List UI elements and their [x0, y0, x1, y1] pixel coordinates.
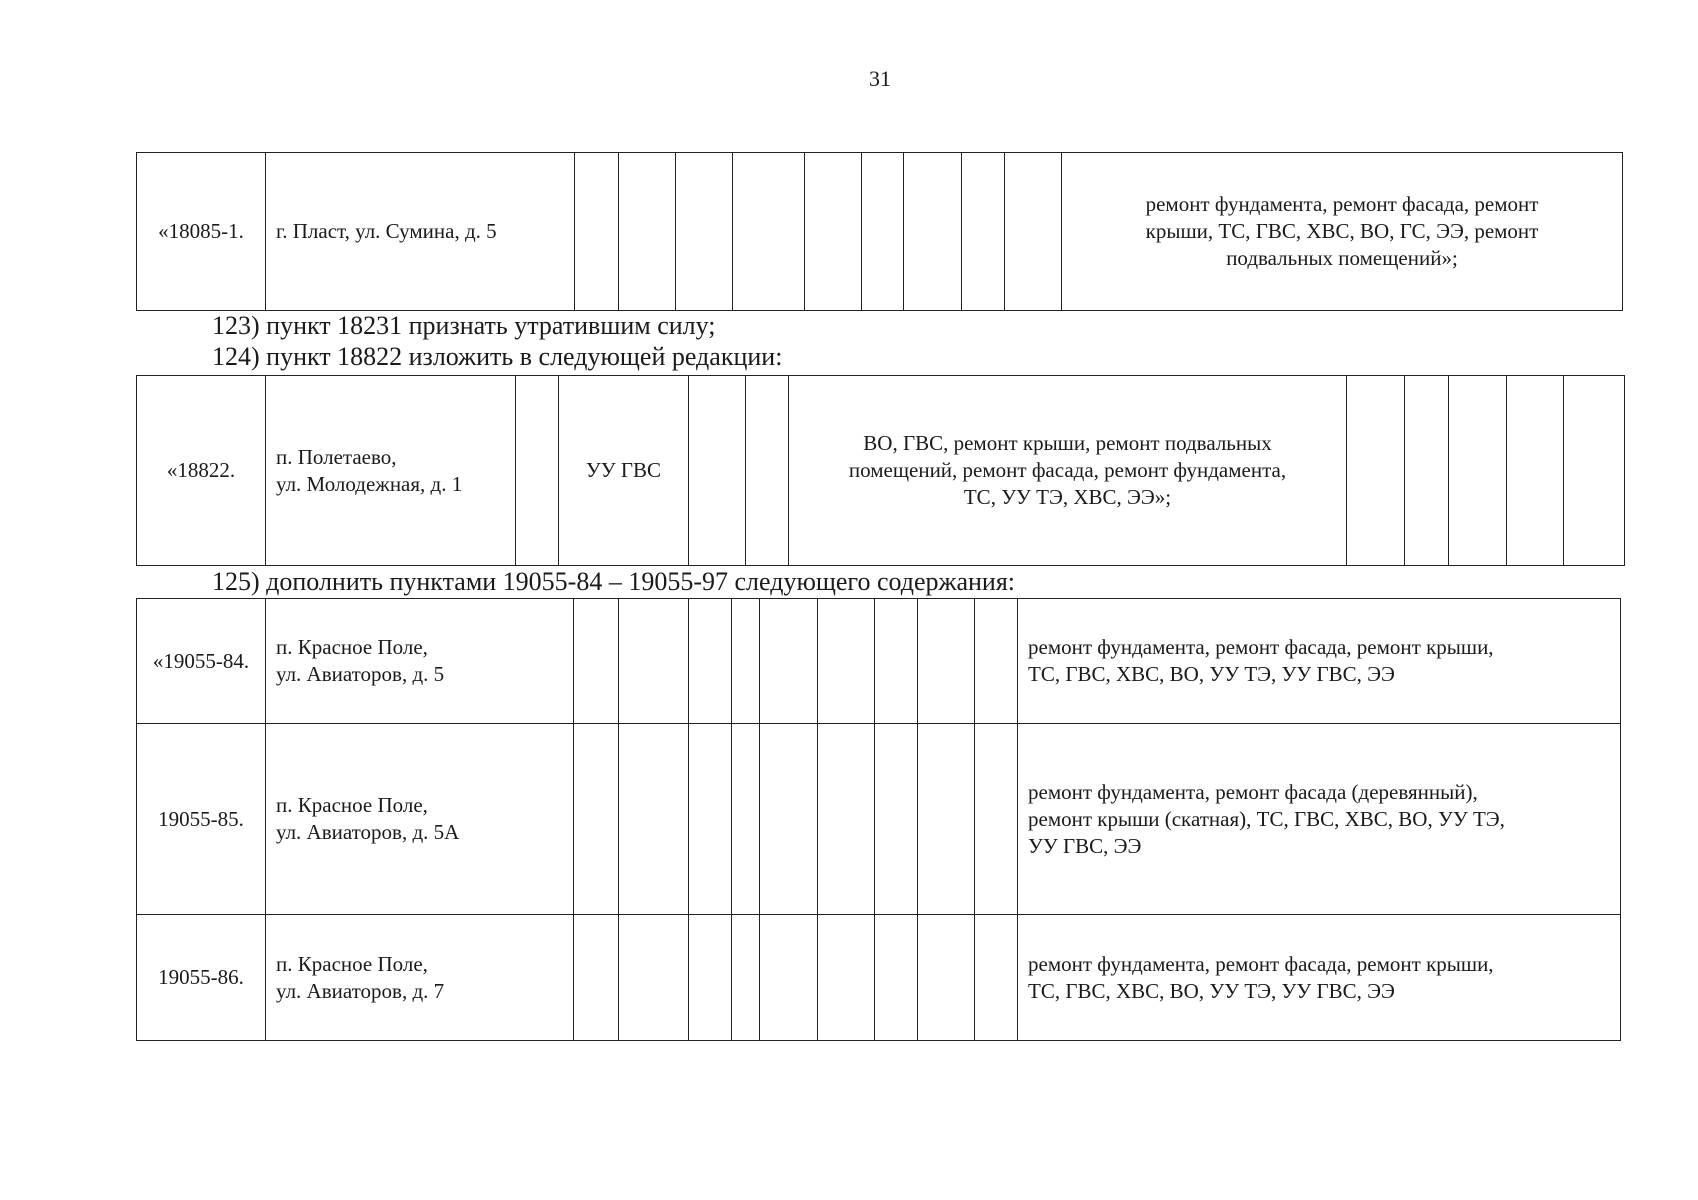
table-row: [137, 599, 1621, 724]
item-124-text: 124) пункт 18822 изложить в следующей редакции:: [212, 342, 783, 371]
empty-cell: [918, 599, 975, 724]
empty-cell: [1449, 376, 1507, 566]
works-line: крыши, ТС, ГВС, ХВС, ВО, ГС, ЭЭ, ремонт: [1145, 219, 1539, 243]
empty-cell: [962, 153, 1005, 311]
metering-cell: УУ ГВС: [559, 376, 689, 566]
empty-cell: [904, 153, 962, 311]
empty-cell: [862, 153, 904, 311]
empty-cell: [1005, 153, 1062, 311]
empty-cell: [1347, 376, 1405, 566]
works-line: подвальных помещений»;: [1226, 246, 1458, 270]
empty-cell: [574, 915, 619, 1041]
empty-cell: [516, 376, 559, 566]
empty-cell: [619, 599, 689, 724]
item-number: «18085-1.: [137, 153, 266, 311]
empty-cell: [760, 724, 818, 915]
empty-cell: [918, 915, 975, 1041]
empty-cell: [975, 599, 1018, 724]
table-item-18085-1: [136, 152, 1623, 311]
empty-cell: [1564, 376, 1625, 566]
item-number: «19055-84.: [137, 599, 266, 724]
empty-cell: [689, 599, 732, 724]
empty-cell: [1507, 376, 1564, 566]
empty-cell: [760, 599, 818, 724]
empty-cell: [918, 724, 975, 915]
address-cell: [266, 915, 574, 1041]
works-line: помещений, ремонт фасада, ремонт фундамента,: [848, 458, 1287, 482]
empty-cell: [619, 724, 689, 915]
item-number: 19055-85.: [137, 724, 266, 915]
works-line: ремонт фундамента, ремонт фасада, ремонт крыши,: [1028, 951, 1494, 976]
table-row: [137, 376, 1625, 566]
works-line: ремонт фундамента, ремонт фасада, ремонт крыши,: [1028, 635, 1494, 659]
table-row: [137, 724, 1621, 915]
table-items-19055: [136, 598, 1621, 1041]
empty-cell: [733, 153, 805, 311]
empty-cell: [732, 724, 760, 915]
works-cell: [789, 376, 1347, 566]
works-line: ТС, ГВС, ХВС, ВО, УУ ТЭ, УУ ГВС, ЭЭ: [1028, 662, 1395, 686]
works-cell: [1018, 599, 1621, 724]
item-125-text: 125) дополнить пунктами 19055-84 – 19055-97 следующего содержания:: [212, 567, 1016, 596]
empty-cell: [676, 153, 733, 311]
item-number: «18822.: [137, 376, 266, 566]
empty-cell: [975, 724, 1018, 915]
item-123-text: 123) пункт 18231 признать утратившим силу;: [212, 311, 716, 340]
address-line: ул. Авиаторов, д. 5А: [276, 820, 460, 844]
empty-cell: [574, 724, 619, 915]
address-line: п. Полетаево,: [276, 444, 397, 469]
empty-cell: [689, 376, 746, 566]
empty-cell: [818, 724, 875, 915]
empty-cell: [875, 915, 918, 1041]
address-line: ул. Авиаторов, д. 5: [276, 662, 445, 686]
empty-cell: [689, 915, 732, 1041]
empty-cell: [760, 915, 818, 1041]
empty-cell: [818, 915, 875, 1041]
empty-cell: [732, 599, 760, 724]
empty-cell: [575, 153, 619, 311]
works-line: ВО, ГВС, ремонт крыши, ремонт подвальных: [863, 431, 1272, 455]
table-row: [137, 153, 1623, 311]
works-cell: [1018, 915, 1621, 1041]
table-item-18822: [136, 375, 1625, 566]
page-number: 31: [869, 66, 891, 91]
empty-cell: [1405, 376, 1449, 566]
empty-cell: [574, 599, 619, 724]
works-line: УУ ГВС, ЭЭ: [1028, 833, 1142, 858]
empty-cell: [875, 724, 918, 915]
empty-cell: [746, 376, 789, 566]
address-line: п. Красное Поле,: [276, 793, 428, 817]
address-cell: [266, 376, 516, 566]
works-line: ремонт фундамента, ремонт фасада (деревянный),: [1028, 779, 1478, 804]
works-cell: [1062, 153, 1623, 311]
empty-cell: [689, 724, 732, 915]
empty-cell: [619, 915, 689, 1041]
works-line: ТС, ГВС, ХВС, ВО, УУ ТЭ, УУ ГВС, ЭЭ: [1028, 978, 1395, 1003]
item-number: 19055-86.: [137, 915, 266, 1041]
empty-cell: [975, 915, 1018, 1041]
empty-cell: [732, 915, 760, 1041]
empty-cell: [875, 599, 918, 724]
empty-cell: [818, 599, 875, 724]
table-row: [137, 915, 1621, 1041]
address-cell: [266, 599, 574, 724]
empty-cell: [805, 153, 862, 311]
address-line: п. Красное Поле,: [276, 635, 428, 659]
address-line: ул. Авиаторов, д. 7: [276, 978, 445, 1003]
works-line: ремонт фундамента, ремонт фасада, ремонт: [1145, 192, 1539, 216]
works-line: ТС, УУ ТЭ, ХВС, ЭЭ»;: [963, 485, 1172, 509]
address-line: п. Красное Поле,: [276, 951, 428, 976]
address-line: ул. Молодежная, д. 1: [276, 471, 463, 496]
works-cell: [1018, 724, 1621, 915]
works-line: ремонт крыши (скатная), ТС, ГВС, ХВС, ВО, УУ ТЭ,: [1028, 806, 1505, 831]
address-cell: г. Пласт, ул. Сумина, д. 5: [266, 153, 575, 311]
address-cell: [266, 724, 574, 915]
empty-cell: [619, 153, 676, 311]
